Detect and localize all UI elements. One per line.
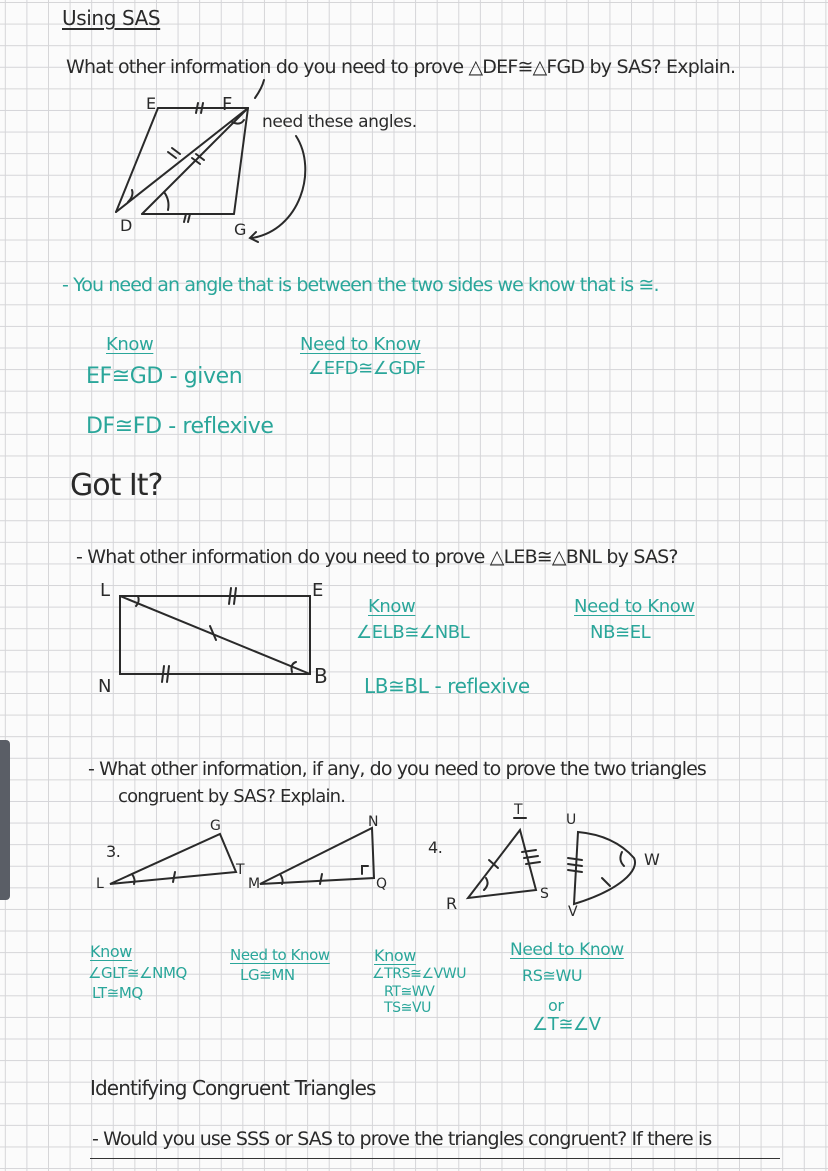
p3-label-n: N (368, 814, 379, 830)
section-title: Using SAS (62, 6, 161, 30)
label-d1: D (120, 216, 132, 235)
p3-know-line-1: ∠GLT≅∠NMQ (88, 964, 187, 982)
need-heading: Need to Know (300, 334, 421, 355)
tick-dg (188, 214, 190, 222)
know-line-1: EF≅GD - given (86, 364, 243, 389)
label-e2: E (312, 580, 323, 601)
p4-label-t: T (514, 802, 523, 818)
p3-know-heading: Know (90, 942, 132, 961)
tick-uv (568, 858, 582, 860)
p4-know-line-1: ∠TRS≅∠VWU (372, 966, 467, 982)
need-line-1: ∠EFD≅∠GDF (308, 358, 426, 379)
problem-3-number: 3. (106, 842, 121, 861)
p4-label-v: V (568, 904, 578, 920)
tick-nb (162, 666, 164, 682)
tick-ef (201, 103, 203, 113)
problem-4-number: 4. (428, 838, 443, 857)
triangle-nmq (260, 828, 374, 884)
tick-lt (173, 872, 175, 882)
tick-le (234, 588, 236, 604)
practice-question-line-2: congruent by SAS? Explain. (118, 786, 346, 807)
angle-gdf (164, 192, 169, 210)
got-it-know-line-1: ∠ELB≅∠NBL (356, 622, 470, 643)
label-l2: L (100, 580, 110, 601)
p4-label-u: U (566, 812, 576, 828)
tick-dg (184, 214, 186, 222)
p3-know-line-2: LT≅MQ (92, 984, 143, 1002)
p4-need-line-1: RS≅WU (522, 966, 583, 985)
p4-need-heading: Need to Know (510, 940, 624, 960)
label-b2: B (314, 664, 328, 688)
triangle-uvw (574, 832, 635, 904)
tick-df (168, 152, 176, 158)
practice-question-line-1: - What other information, if any, do you need to prove the two triangles (88, 758, 706, 780)
tick-uv (568, 864, 582, 866)
identifying-question: - Would you use SSS or SAS to prove the triangles congruent? If there is (92, 1128, 712, 1150)
label-g1: G (234, 220, 246, 239)
got-it-need-heading: Need to Know (574, 596, 695, 617)
p3-label-g: G (210, 818, 221, 834)
tick-nb (167, 666, 169, 682)
angle-efd (232, 120, 244, 124)
identifying-title: Identifying Congruent Triangles (90, 1076, 376, 1100)
p3-label-t: T (236, 862, 245, 878)
label-f1: F (222, 94, 232, 115)
p4-label-r: R (446, 894, 457, 913)
got-it-know-heading: Know (368, 596, 416, 617)
diagonal-lb (120, 596, 310, 674)
right-angle-q (362, 866, 368, 874)
bottom-rule (90, 1158, 780, 1159)
p4-label-s: S (540, 886, 549, 902)
section-question: What other information do you need to prove △DEF≅△FGD by SAS? Explain. (66, 56, 736, 78)
angle-vwu (620, 852, 624, 866)
got-it-title: Got It? (70, 468, 163, 503)
segment-df (116, 108, 248, 212)
know-line-2: DF≅FD - reflexive (86, 414, 274, 439)
curved-arrow (252, 136, 305, 238)
angle-trs (484, 878, 488, 890)
figure-def-fgd (116, 80, 305, 242)
label-e1: E (146, 94, 156, 113)
p4-know-heading: Know (374, 946, 416, 965)
got-it-question: - What other information do you need to prove △LEB≅△BNL by SAS? (76, 546, 678, 568)
figure-p4 (468, 818, 635, 904)
know-heading: Know (106, 334, 154, 355)
p4-need-or: or (548, 996, 564, 1015)
p3-label-l: L (96, 876, 104, 892)
section-answer: - You need an angle that is between the two sides we know that is ≅. (62, 274, 659, 296)
tick-ef (196, 103, 198, 113)
label-n2: N (98, 676, 112, 697)
tick-wv (602, 878, 610, 886)
p4-label-w: W (644, 850, 660, 869)
got-it-know-line-2: LB≅BL - reflexive (364, 674, 530, 698)
tick-ts (522, 850, 536, 852)
p3-need-heading: Need to Know (230, 946, 330, 964)
angle-elb (136, 596, 139, 606)
arrow-to-note (255, 80, 264, 98)
figure-leb-bnl (120, 588, 310, 682)
got-it-need-line-1: NB≅EL (590, 622, 651, 643)
p3-label-q: Q (376, 876, 387, 892)
triangle-glt (110, 834, 236, 884)
p4-need-line-2: ∠T≅∠V (532, 1014, 601, 1035)
tick-uv (568, 870, 582, 872)
figure-note: need these angles. (262, 112, 417, 132)
p3-need-line-1: LG≅MN (240, 966, 295, 984)
tick-df (172, 148, 180, 154)
p4-know-line-2: RT≅WV (384, 984, 435, 1000)
tick-le (229, 588, 231, 604)
p3-label-m: M (248, 876, 260, 892)
p4-know-line-3: TS≅VU (384, 1000, 431, 1016)
tick-mq (320, 874, 322, 884)
